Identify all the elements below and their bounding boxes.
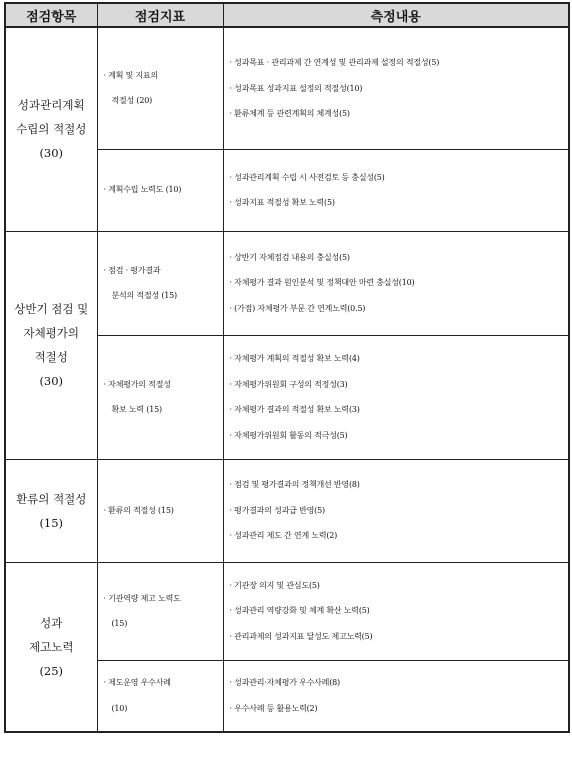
check-item-cell — [5, 459, 97, 562]
table-row — [5, 231, 569, 335]
check-item-text: 상반기 점검 및 — [14, 302, 89, 316]
check-item-cell — [5, 231, 97, 459]
check-indicator-text: (10) — [111, 703, 128, 713]
check-indicator-text: · 계획 및 지표의 — [103, 70, 159, 80]
measurement-item: · (가점) 자체평가 부문 간 연계노력(0.5) — [229, 303, 366, 313]
measurement-content-cell — [223, 459, 569, 562]
check-indicator-cell — [97, 459, 223, 562]
check-indicator-text: (15) — [111, 619, 128, 628]
check-item-text: 자체평가의 — [23, 326, 80, 340]
check-indicator-cell — [97, 335, 223, 459]
measurement-item: · 성과목표 성과지표 설정의 적절성(10) — [229, 83, 363, 93]
measurement-content-cell — [223, 27, 569, 149]
check-indicator-text: 적절성 (20) — [111, 96, 153, 106]
table-row — [5, 27, 569, 149]
evaluation-criteria-table — [4, 2, 570, 733]
check-item-text: 적절성 — [34, 350, 68, 364]
check-indicator-text: · 점검 · 평가결과 — [103, 265, 161, 275]
measurement-item: · 성과지표 적절성 확보 노력(5) — [229, 198, 335, 207]
check-item-text: 성과 — [40, 615, 63, 630]
check-item-text: 수립의 적절성 — [16, 122, 87, 137]
check-item-text: (30) — [39, 146, 64, 161]
measurement-item: · 성과관리 제도 간 연계 노력(2) — [229, 531, 338, 541]
measurement-content-cell — [223, 149, 569, 231]
measurement-item: · 기관장 의지 및 관심도(5) — [229, 580, 320, 590]
measurement-item: · 평가결과의 성과급 반영(5) — [229, 505, 325, 515]
check-indicator-cell — [97, 231, 223, 335]
check-item-cell — [5, 562, 97, 732]
measurement-item: · 자체평가위원회 활동의 적극성(5) — [229, 430, 348, 440]
check-item-text: 성과관리계획 — [17, 98, 85, 113]
check-item-text: 환류의 적절성 — [16, 491, 87, 506]
check-indicator-text: · 계획수립 노력도 (10) — [103, 185, 182, 195]
measurement-item: · 점검 및 평가결과의 정책개선 반영(8) — [229, 480, 360, 490]
header-check-indicator: 점검지표 — [97, 3, 223, 27]
check-indicator-cell — [97, 149, 223, 231]
measurement-item: · 자체평가위원회 구성의 적정성(3) — [229, 379, 348, 389]
measurement-item: · 환류체계 등 관련계획의 체계성(5) — [229, 109, 350, 118]
header-check-item: 점검항목 — [5, 3, 97, 27]
measurement-item: · 관리과제의 성과지표 달성도 제고노력(5) — [229, 631, 373, 641]
check-item-text: (30) — [39, 374, 64, 388]
table-body — [5, 27, 569, 732]
check-indicator-text: · 제도운영 우수사례 — [103, 678, 171, 688]
measurement-item: · 성과목표 · 관리과제 간 연계성 및 관리과제 설정의 적절성(5) — [229, 58, 440, 67]
check-indicator-text: · 환류의 적절성 (15) — [103, 505, 174, 515]
table-row — [5, 459, 569, 562]
check-indicator-text: · 자체평가의 적절성 — [103, 379, 171, 389]
check-item-cell — [5, 27, 97, 231]
measurement-item: · 자체평가 결과의 적절성 확보 노력(3) — [229, 405, 360, 414]
check-indicator-text: 확보 노력 (15) — [111, 405, 162, 414]
table-header-row — [5, 3, 569, 27]
check-item-text: 제고노력 — [29, 639, 74, 654]
check-indicator-text: 분석의 적절성 (15) — [111, 291, 177, 300]
check-indicator-cell — [97, 27, 223, 149]
measurement-item: · 우수사례 등 활용노력(2) — [229, 703, 318, 713]
check-indicator-cell — [97, 660, 223, 732]
table-row — [5, 562, 569, 660]
measurement-item: · 성과관리·자체평가 우수사례(8) — [229, 678, 340, 688]
measurement-item: · 성과관리계획 수립 시 사전검토 등 충실성(5) — [229, 172, 385, 182]
measurement-content-cell — [223, 660, 569, 732]
check-item-text: (15) — [39, 515, 64, 530]
measurement-content-cell — [223, 335, 569, 459]
measurement-item: · 자체평가 계획의 적절성 확보 노력(4) — [229, 354, 360, 363]
measurement-item: · 상반기 자체점검 내용의 충실성(5) — [229, 252, 350, 262]
measurement-content-cell — [223, 231, 569, 335]
measurement-item: · 성과관리 역량강화 및 체계 확산 노력(5) — [229, 606, 370, 616]
check-indicator-cell — [97, 562, 223, 660]
measurement-item: · 자체평가 결과 원인분석 및 정책대안 마련 충실성(10) — [229, 278, 415, 288]
check-item-text: (25) — [39, 663, 64, 678]
check-indicator-text: · 기관역량 제고 노력도 — [103, 593, 181, 603]
measurement-content-cell — [223, 562, 569, 660]
header-measurement-content: 측정내용 — [223, 3, 569, 27]
